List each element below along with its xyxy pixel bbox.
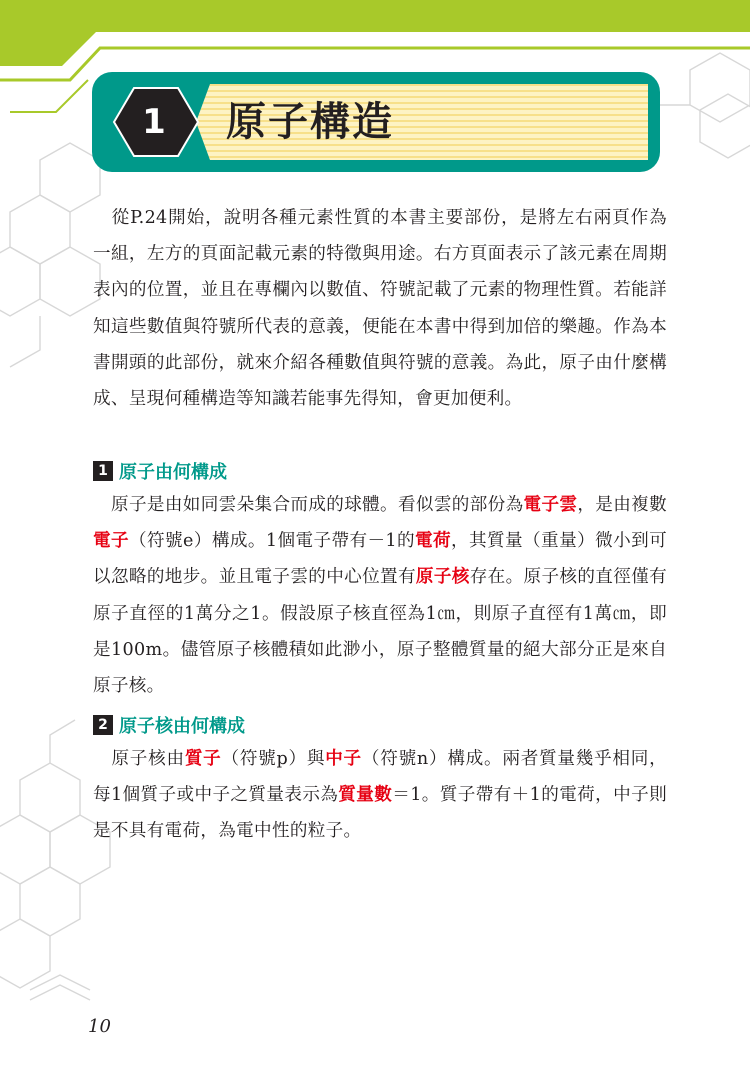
section-2-text-2: （符號p）與 bbox=[221, 749, 326, 769]
section-1-number-badge: 1 bbox=[93, 461, 113, 481]
section-2-text-3: （符號n）構成。兩者質量幾乎相同，每1個質子或中子之質量表示為 bbox=[93, 749, 667, 806]
intro-text: 從P.24開始，說明各種元素性質的本書主要部份，是將左右兩頁作為一組，左方的頁面記載元素的特徵與用途。右方頁面表示了該元素在周期表內的位置，並且在專欄內以數值、符號記載了元素的物理性質。若能詳知這些數值與符號所代表的意義，便能在本書中得到加倍的樂趣。作為本書開頭的此部份，就來介紹各種數值與符號的意義。為此，原子由什麼構成、呈現何種構造等知識若能事先得知，會更加便利。 bbox=[93, 208, 667, 410]
section-1-text-1: 原子是由如同雲朵集合而成的球體。看似雲的部份為 bbox=[111, 495, 524, 515]
section-2-heading bbox=[93, 713, 245, 737]
page-number: 10 bbox=[88, 1016, 111, 1037]
section-2-text-1: 原子核由 bbox=[111, 749, 185, 769]
section-2-title: 原子核由何構成 bbox=[119, 716, 245, 737]
section-2-text-4: ＝1。質子帶有＋1的電荷，中子則是不具有電荷，為電中性的粒子。 bbox=[93, 785, 667, 842]
keyword-nucleus: 原子核 bbox=[415, 567, 470, 588]
section-1-text-3: （符號e）構成。1個電子帶有－1的 bbox=[129, 531, 416, 552]
chapter-title: 原子構造 bbox=[226, 99, 394, 145]
lime-thin-line bbox=[10, 80, 88, 112]
section-2-number-badge: 2 bbox=[93, 715, 113, 735]
keyword-electron: 電子 bbox=[93, 531, 130, 552]
intro-paragraph bbox=[93, 200, 667, 417]
keyword-neutron: 中子 bbox=[325, 749, 362, 769]
chapter-number: 1 bbox=[142, 102, 166, 142]
section-1-heading bbox=[93, 459, 227, 483]
lime-corner-band bbox=[0, 0, 750, 66]
section-1-text-4: ，其質量（重量）微小到可以忽略的地步。並且電子雲的中心位置有 bbox=[93, 531, 667, 588]
section-1-paragraph bbox=[93, 487, 667, 704]
section-1-text-5: 存在。原子核的直徑僅有原子直徑的1萬分之1。假設原子核直徑為1㎝，則原子直徑有1萬㎝，即是100m。儘管原子核體積如此渺小，原子整體質量的絕大部分正是來自原子核。 bbox=[93, 567, 667, 697]
section-1-text-2: ，是由複數 bbox=[577, 495, 667, 515]
keyword-mass-number: 質量數 bbox=[338, 785, 393, 806]
section-2-paragraph bbox=[93, 741, 667, 850]
section-1-title: 原子由何構成 bbox=[119, 462, 227, 483]
keyword-proton: 質子 bbox=[184, 749, 222, 769]
keyword-electron-cloud: 電子雲 bbox=[523, 495, 578, 515]
keyword-charge: 電荷 bbox=[415, 531, 452, 552]
